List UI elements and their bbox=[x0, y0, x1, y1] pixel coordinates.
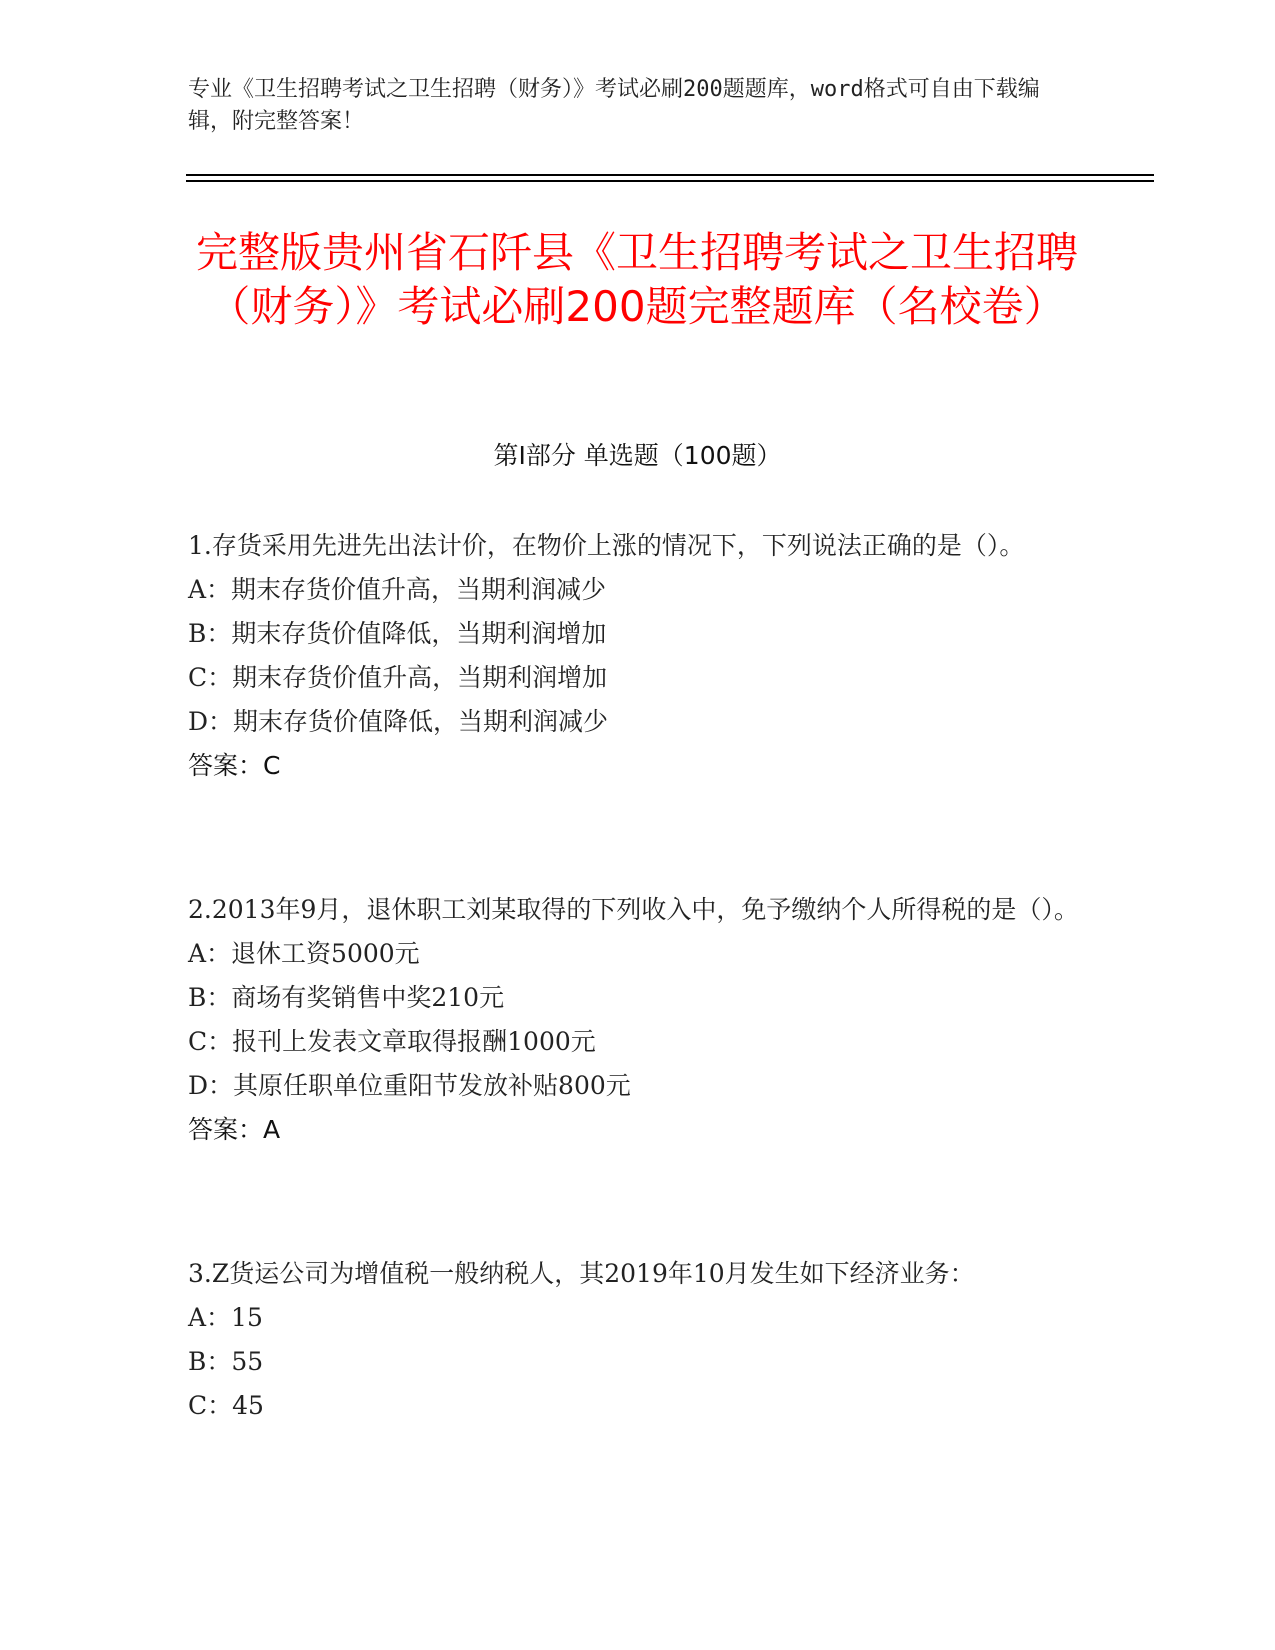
question-1 bbox=[188, 524, 1088, 788]
question-2 bbox=[188, 888, 1088, 1152]
question-stem: 2.2013年9月，退休职工刘某取得的下列收入中，免予缴纳个人所得税的是（）。 bbox=[188, 895, 1079, 924]
question-stem: 1.存货采用先进先出法计价，在物价上涨的情况下，下列说法正确的是（）。 bbox=[188, 531, 1025, 560]
section-heading: 第Ⅰ部分 单选题（100题） bbox=[493, 441, 782, 470]
header-rule-bottom bbox=[186, 180, 1154, 182]
option-a: A：期末存货价值升高，当期利润减少 bbox=[188, 575, 607, 604]
option-d: D：期末存货价值降低，当期利润减少 bbox=[188, 707, 609, 736]
option-d: D：其原任职单位重阳节发放补贴800元 bbox=[188, 1071, 631, 1100]
document-title: 完整版贵州省石阡县《卫生招聘考试之卫生招聘（财务）》考试必刷200题完整题库（名校卷） bbox=[195, 228, 1078, 331]
option-b: B：55 bbox=[188, 1347, 264, 1376]
header-note: 专业《卫生招聘考试之卫生招聘（财务）》考试必刷200题题库，word格式可自由下载编辑，附完整答案！ bbox=[188, 77, 1040, 134]
option-b: B：商场有奖销售中奖210元 bbox=[188, 983, 505, 1012]
option-a: A：退休工资5000元 bbox=[188, 939, 420, 968]
question-stem: 3.Z货运公司为增值税一般纳税人，其2019年10月发生如下经济业务： bbox=[188, 1259, 975, 1288]
answer: 答案：C bbox=[188, 751, 281, 780]
question-3 bbox=[188, 1252, 1088, 1428]
answer: 答案：A bbox=[188, 1115, 281, 1144]
header-rule-top bbox=[186, 174, 1154, 176]
option-c: C：报刊上发表文章取得报酬1000元 bbox=[188, 1027, 596, 1056]
option-c: C：45 bbox=[188, 1391, 264, 1420]
option-b: B：期末存货价值降低，当期利润增加 bbox=[188, 619, 607, 648]
option-a: A：15 bbox=[188, 1303, 263, 1332]
option-c: C：期末存货价值升高，当期利润增加 bbox=[188, 663, 608, 692]
